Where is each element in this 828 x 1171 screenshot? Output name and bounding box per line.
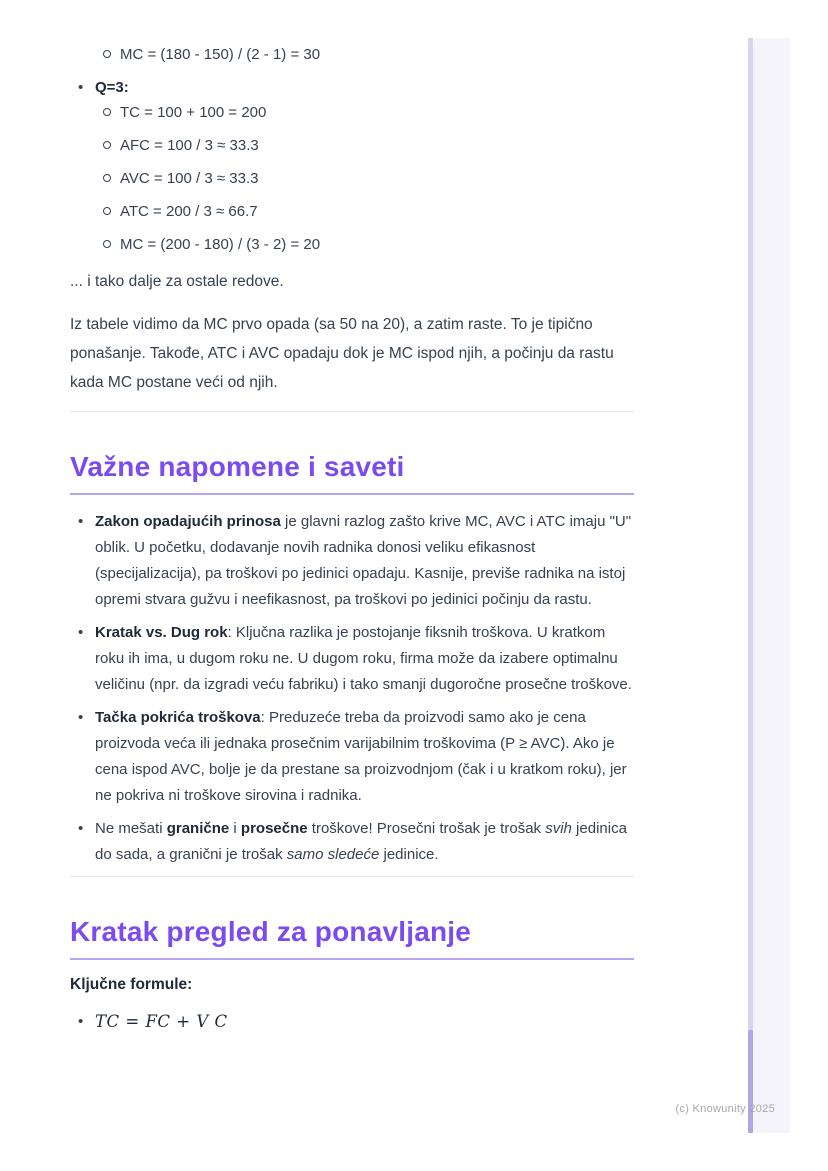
calc-sublist-q2 bbox=[70, 44, 634, 65]
section-divider bbox=[70, 411, 634, 412]
formula-list bbox=[70, 1010, 634, 1035]
section-divider bbox=[70, 876, 634, 877]
list-item-short-vs-long-run bbox=[95, 620, 634, 698]
note-text: : Ključna razlika je postojanje fiksnih troškova. U kratkom roku ih ima, u dugom roku ne. U dugom roku, firma može da izabere optimalnu veličinu (npr. da izgradi veću fabriku) i tako smanji dugoročne prosečne troškove. bbox=[95, 624, 632, 693]
notes-list bbox=[70, 509, 634, 868]
ellipsis-note: ... i tako dalje za ostale redove. bbox=[70, 273, 284, 290]
list-item-breakeven bbox=[95, 705, 634, 809]
list-item: TC = 100 + 100 = 200 bbox=[120, 102, 634, 123]
italic-word: samo sledeće bbox=[286, 846, 380, 863]
table-analysis-paragraph: Iz tabele vidimo da MC prvo opada (sa 50 na 20), a zatim raste. To je tipično ponašanje. Takođe, ATC i AVC opadaju dok je MC ispod njih, a počinju da rastu kada MC postane veći od njih. bbox=[70, 316, 614, 391]
note-text: troškove! Prosečni trošak je trošak bbox=[307, 820, 546, 837]
calc-list bbox=[70, 77, 634, 255]
list-item-diminishing-returns bbox=[95, 509, 634, 613]
bold-lead: Kratak vs. Dug rok bbox=[95, 624, 228, 641]
list-item-marginal-vs-average bbox=[95, 816, 634, 868]
note-text: jedinice. bbox=[379, 846, 439, 863]
copyright-footer: (c) Knowunity 2025 bbox=[675, 1103, 775, 1115]
note-text: : Preduzeće treba da proizvodi samo ako je cena proizvoda veća ili jednaka prosečnim varijabilnim troškovima (P ≥ AVC). Ako je cena ispod AVC, bolje je da prestane sa proizvodnjom (čak i u kratkom roku), jer ne pokriva ni troškove sirovina i radnika. bbox=[95, 709, 627, 804]
bold-word: granične bbox=[166, 820, 230, 837]
list-item: AVC = 100 / 3 ≈ 33.3 bbox=[120, 168, 634, 189]
list-item-q3 bbox=[95, 77, 634, 255]
list-item: AFC = 100 / 3 ≈ 33.3 bbox=[120, 135, 634, 156]
list-item-mc-q2: MC = (180 - 150) / (2 - 1) = 30 bbox=[120, 44, 634, 65]
note-text: jedinica do sada, a granični je trošak bbox=[95, 820, 627, 863]
math-formula-tc: TC = FC + V C bbox=[95, 1012, 228, 1031]
note-text: i bbox=[229, 820, 241, 837]
notes-section-title: Važne napomene i saveti bbox=[70, 450, 634, 495]
review-section-title: Kratak pregled za ponavljanje bbox=[70, 915, 634, 960]
formula-item bbox=[95, 1010, 634, 1035]
list-item: MC = (200 - 180) / (3 - 2) = 20 bbox=[120, 234, 634, 255]
list-item: ATC = 200 / 3 ≈ 66.7 bbox=[120, 201, 634, 222]
bold-lead: Zakon opadajućih prinosa bbox=[95, 513, 281, 530]
note-text: Ne mešati bbox=[95, 820, 167, 837]
scrollbar-track[interactable] bbox=[748, 38, 753, 1133]
bold-word: prosečne bbox=[240, 820, 308, 837]
key-formulas-label: Ključne formule: bbox=[70, 976, 193, 993]
bold-lead: Tačka pokrića troškova bbox=[95, 709, 261, 726]
note-text: je glavni razlog zašto krive MC, AVC i ATC imaju "U" oblik. U početku, dodavanje novih radnika donosi veliku efikasnost (specijalizacija), pa troškovi po jedinici opadaju. Kasnije, previše radnika na istoj opremi stvara gužvu i neefikasnost, pa troškovi po jedinici počinju da rastu. bbox=[95, 513, 632, 608]
calc-sublist-q3 bbox=[95, 102, 634, 255]
scrollbar-thumb[interactable] bbox=[748, 1030, 753, 1133]
next-page-preview bbox=[752, 38, 790, 1133]
italic-word: svih bbox=[545, 820, 572, 837]
q3-label: Q=3: bbox=[95, 79, 129, 96]
page-content bbox=[70, 0, 634, 1042]
